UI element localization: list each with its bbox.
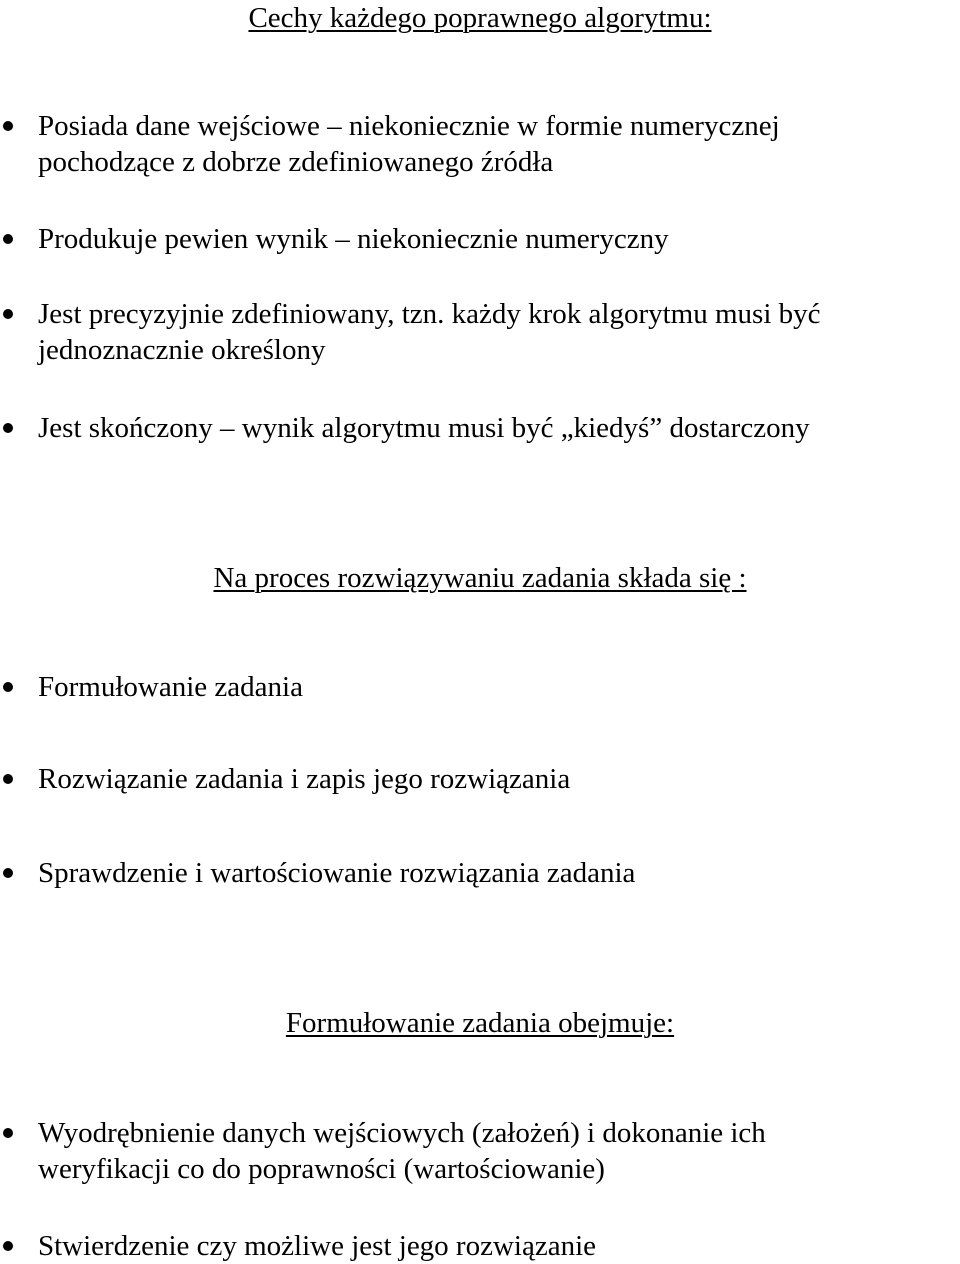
bullet-icon — [3, 868, 13, 878]
heading-algorithm-features: Cechy każdego poprawnego algorytmu: — [248, 2, 712, 34]
list-item-text — [38, 1228, 960, 1264]
list-item-text — [38, 296, 960, 368]
list-item-line: Posiada dane wejściowe – niekoniecznie w formie numerycznej — [38, 110, 780, 142]
bullet-icon — [3, 1128, 13, 1138]
bullet-icon — [3, 234, 13, 244]
bullet-icon — [3, 121, 13, 131]
list-item-text — [38, 221, 960, 257]
list-item-line: Wyodrębnienie danych wejściowych (założeń) i dokonanie ich — [38, 1117, 766, 1149]
list-item-text — [38, 669, 960, 705]
list-item-text — [38, 108, 960, 180]
bullet-icon — [3, 682, 13, 692]
list-item-line: Rozwiązanie zadania i zapis jego rozwiązania — [38, 763, 571, 795]
list-item-text — [38, 761, 960, 797]
list-item-text — [38, 1115, 960, 1187]
list-item-text — [38, 410, 960, 446]
list-item-line: Sprawdzenie i wartościowanie rozwiązania zadania — [38, 857, 636, 889]
list-item-line: Produkuje pewien wynik – niekoniecznie numeryczny — [38, 223, 669, 255]
list-item-line: jednoznacznie określony — [38, 334, 326, 366]
list-item-line: weryfikacji co do poprawności (wartościowanie) — [38, 1153, 605, 1185]
list-item-line: Formułowanie zadania — [38, 671, 303, 703]
list-item-line: Jest precyzyjnie zdefiniowany, tzn. każdy krok algorytmu musi być — [38, 298, 821, 330]
bullet-icon — [3, 309, 13, 319]
heading-problem-solving-process: Na proces rozwiązywaniu zadania składa się : — [213, 562, 747, 594]
list-item-line: Jest skończony – wynik algorytmu musi być „kiedyś” dostarczony — [38, 412, 810, 444]
heading-task-formulation: Formułowanie zadania obejmuje: — [285, 1007, 675, 1039]
bullet-icon — [3, 423, 13, 433]
bullet-icon — [3, 1241, 13, 1251]
bullet-icon — [3, 774, 13, 784]
list-item-line: Stwierdzenie czy możliwe jest jego rozwiązanie — [38, 1230, 597, 1262]
list-item-line: pochodzące z dobrze zdefiniowanego źródła — [38, 146, 554, 178]
list-item-text — [38, 855, 960, 891]
